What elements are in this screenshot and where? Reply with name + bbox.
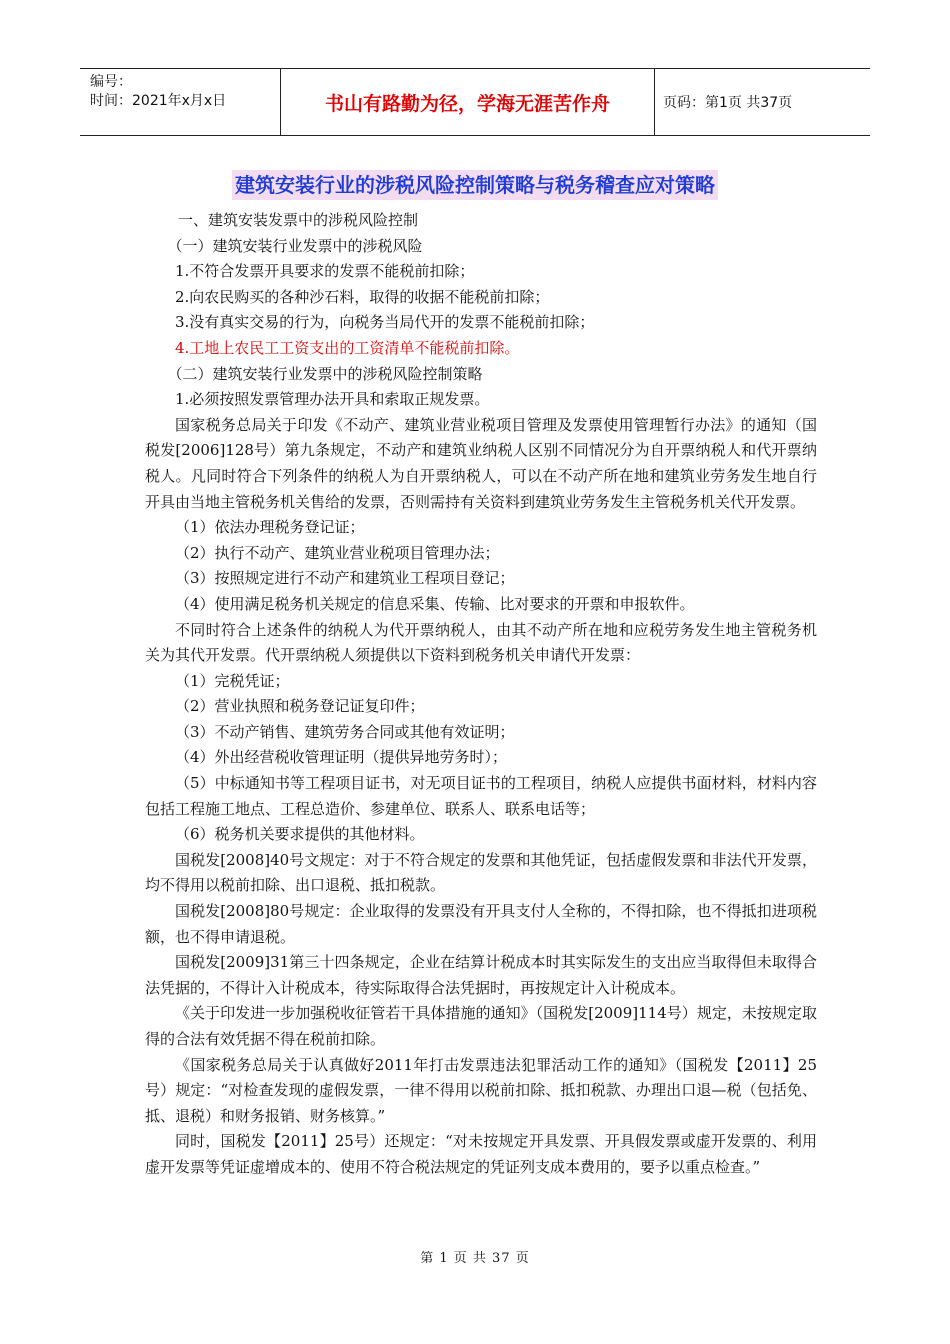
body-paragraph: （1）依法办理税务登记证；: [175, 518, 365, 537]
body-paragraph: 不同时符合上述条件的纳税人为代开票纳税人，由其不动产所在地和应税劳务发生地主管税务机关为其代开发票。代开票纳税人须提供以下资料到税务机关申请代开发票：: [145, 620, 817, 665]
body-paragraph: （5）中标通知书等工程项目证书，对无项目证书的工程项目，纳税人应提供书面材料，材料内容包括工程施工地点、工程总造价、参建单位、联系人、联系电话等；: [145, 774, 817, 818]
body-paragraph: （2）营业执照和税务登记证复印件；: [175, 697, 425, 716]
body-paragraph: 1.不符合发票开具要求的发票不能税前扣除；: [175, 262, 475, 281]
body-paragraph: （一）建筑安装行业发票中的涉税风险: [167, 236, 423, 255]
body-paragraph: （3）不动产销售、建筑劳务合同或其他有效证明；: [175, 722, 515, 741]
body-paragraph: （6）税务机关要求提供的其他材料。: [175, 825, 425, 844]
body-paragraph: 国家税务总局关于印发《不动产、建筑业营业税项目管理及发票使用管理暂行办法》的通知（国税发[2006]128号）第九条规定，不动产和建筑业纳税人区别不同情况分为自开票纳税人和代开票纳税人。凡同时符合下列条件的纳税人为自开票纳税人，可以在不动产所在地和建筑业劳务发生地自行开具由当地主管税务机关售给的发票，否则需持有关资料到建筑业劳务发生主管税务机关代开发票。: [145, 415, 817, 511]
body-paragraph: （3）按照规定进行不动产和建筑业工程项目登记；: [175, 569, 515, 588]
body-paragraph: 1.必须按照发票管理办法开具和索取正规发票。: [175, 390, 490, 409]
document-date-label: 时间：2021年x月x日: [90, 93, 227, 109]
body-paragraph: （1）完税凭证；: [175, 671, 290, 690]
body-paragraph: 国税发[2009]31第三十四条规定，企业在结算计税成本时其实际发生的支出应当取得但未取得合法凭据的，不得计入计税成本，待实际取得合法凭据时，再按规定计入计税成本。: [145, 953, 817, 997]
body-paragraph: （二）建筑安装行业发票中的涉税风险控制策略: [167, 364, 483, 383]
document-title: 建筑安装行业的涉税风险控制策略与税务稽查应对策略: [232, 170, 718, 200]
body-paragraph: （2）执行不动产、建筑业营业税项目管理办法；: [175, 543, 500, 562]
body-paragraph: 《国家税务总局关于认真做好2011年打击发票违法犯罪活动工作的通知》（国税发【2011】25号）规定：“对检查发现的虚假发票，一律不得用以税前扣除、抵扣税款、办理出口退—税（包括免、抵、退税）和财务报销、财务核算。”: [145, 1055, 817, 1125]
body-paragraph: 2.向农民购买的各种沙石料，取得的收据不能税前扣除；: [175, 287, 550, 306]
body-paragraph: 一、建筑安装发票中的涉税风险控制: [178, 211, 419, 229]
body-paragraph: 国税发[2008]80号规定：企业取得的发票没有开具支付人全称的，不得扣除，也不得抵扣进项税额，也不得申请退税。: [145, 902, 817, 946]
header-table: [80, 68, 870, 136]
title-container: [0, 170, 950, 200]
header-motto: 书山有路勤为径，学海无涯苦作舟: [281, 69, 655, 135]
body-paragraph: 3.没有真实交易的行为，向税务当局代开的发票不能税前扣除；: [175, 313, 595, 332]
page-footer: 第 1 页 共 37 页: [420, 1251, 530, 1266]
body-paragraph: 同时，国税发【2011】25号）还规定：“对未按规定开具发票、开具假发票或虚开发票的、利用虚开发票等凭证虚增成本的、使用不符合税法规定的凭证列支成本费用的，要予以重点检查。”: [145, 1132, 817, 1176]
body-paragraph: 4.工地上农民工工资支出的工资清单不能税前扣除。: [175, 338, 520, 357]
header-meta-cell: [80, 69, 281, 135]
document-body: [145, 208, 817, 1181]
header-page-info: 页码：第1页 共37页: [663, 95, 793, 111]
body-paragraph: 《关于印发进一步加强税收征管若干具体措施的通知》（国税发[2009]114号）规定，未按规定取得的合法有效凭据不得在税前扣除。: [145, 1004, 817, 1048]
document-number-label: 编号：: [90, 74, 132, 90]
body-paragraph: 国税发[2008]40号文规定：对于不符合规定的发票和其他凭证，包括虚假发票和非法代开发票，均不得用以税前扣除、出口退税、抵扣税款。: [145, 850, 817, 895]
body-paragraph: （4）外出经营税收管理证明（提供异地劳务时）；: [175, 748, 508, 767]
body-paragraph: （4）使用满足税务机关规定的信息采集、传输、比对要求的开票和申报软件。: [175, 594, 695, 613]
